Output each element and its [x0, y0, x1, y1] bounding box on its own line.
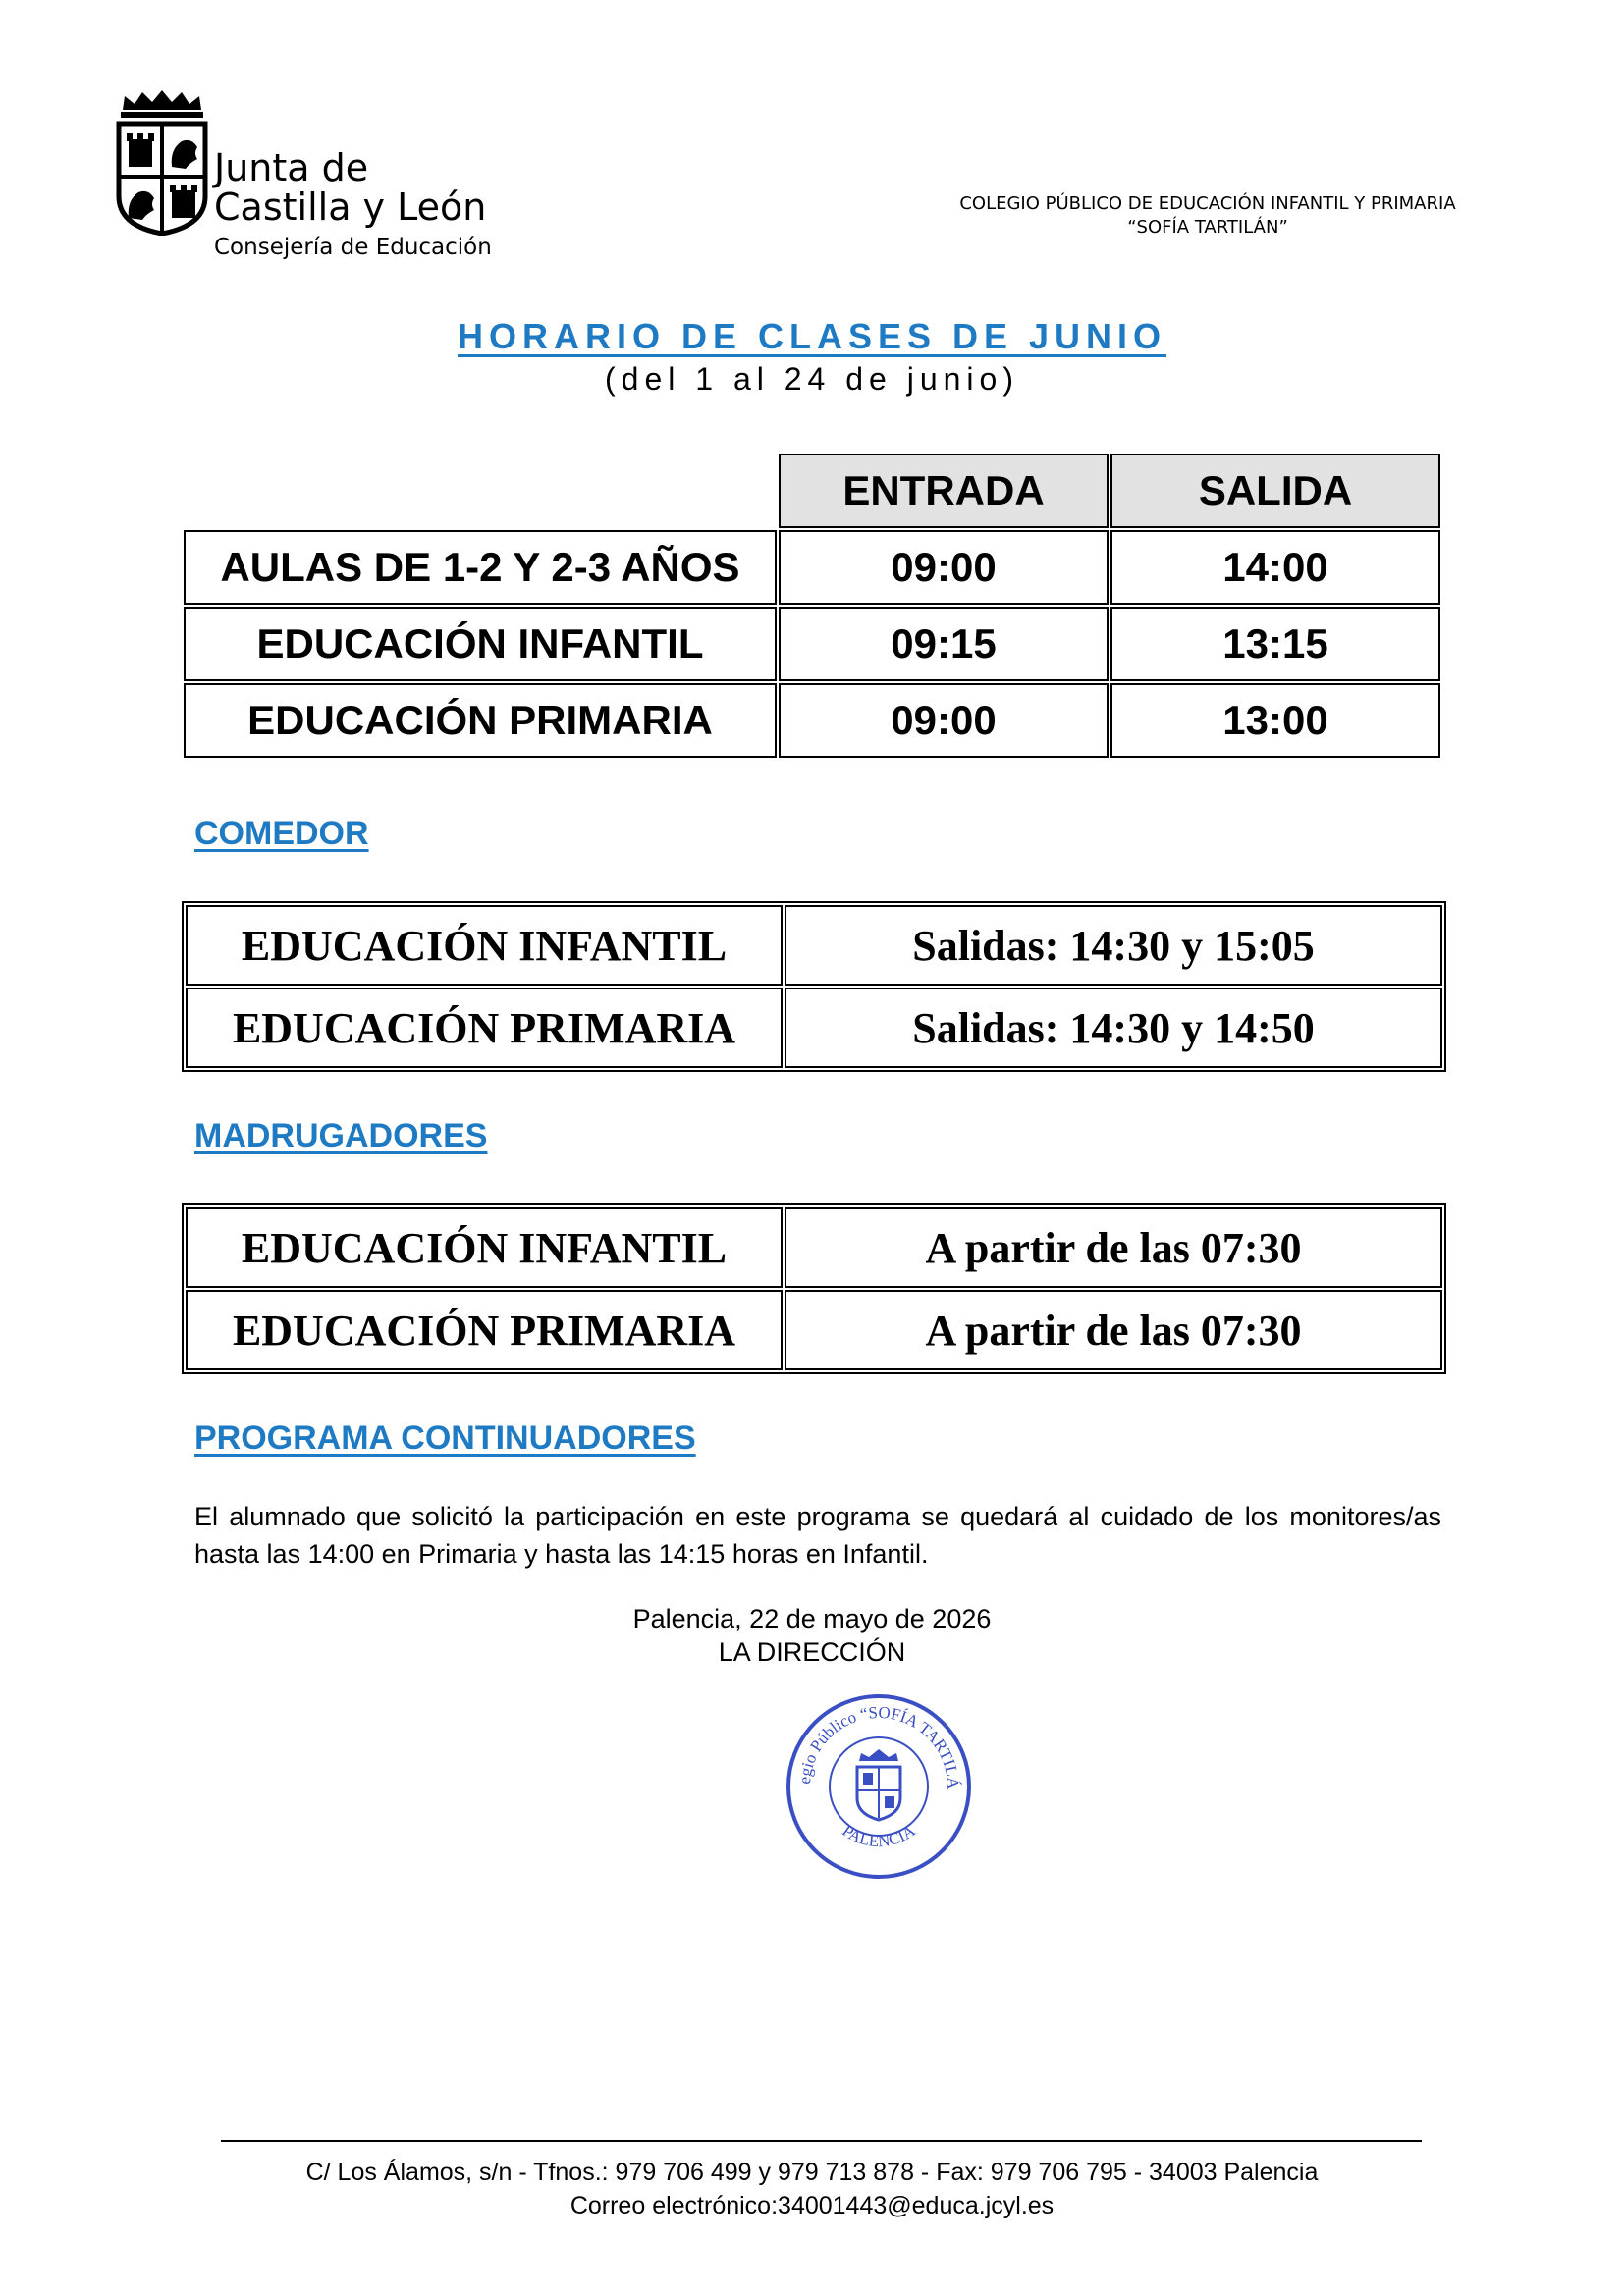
row-label: EDUCACIÓN PRIMARIA	[186, 988, 783, 1068]
row-label: EDUCACIÓN INFANTIL	[186, 1207, 783, 1288]
footer-address: C/ Los Álamos, s/n - Tfnos.: 979 706 499 y 979 713 878 - Fax: 979 706 795 - 34003 Palencia	[305, 2159, 1319, 2186]
header-salida: SALIDA	[1110, 454, 1440, 528]
logo-text-line2: Castilla y León	[214, 186, 487, 229]
row-value: Salidas: 14:30 y 14:50	[785, 988, 1442, 1068]
seal-text-bottom: PALENCIA	[839, 1821, 919, 1851]
school-seal	[781, 1688, 977, 1885]
table-row	[184, 683, 1440, 758]
entrada-time: 09:00	[779, 683, 1109, 758]
madrugadores-heading: MADRUGADORES	[194, 1117, 488, 1154]
row-label: EDUCACIÓN INFANTIL	[186, 905, 783, 986]
row-label: EDUCACIÓN INFANTIL	[184, 607, 777, 681]
seal-text-top: egio Público “SOFÍA TARTILÁ	[794, 1702, 963, 1789]
table-row	[186, 905, 1442, 986]
table-row	[184, 530, 1440, 605]
footer-divider	[221, 2140, 1422, 2142]
row-value: A partir de las 07:30	[785, 1290, 1442, 1370]
blank-cell	[184, 454, 777, 528]
table-header-row	[184, 454, 1440, 528]
entrada-time: 09:15	[779, 607, 1109, 681]
logo-text-line3: Consejería de Educación	[214, 235, 492, 260]
logo-text-line1: Junta de	[214, 146, 369, 189]
header-entrada: ENTRADA	[779, 454, 1109, 528]
place-date: Palencia, 22 de mayo de 2026	[632, 1604, 992, 1633]
row-value: Salidas: 14:30 y 15:05	[785, 905, 1442, 986]
entrada-time: 09:00	[779, 530, 1109, 605]
continuadores-heading: PROGRAMA CONTINUADORES	[194, 1419, 696, 1457]
row-value: A partir de las 07:30	[785, 1207, 1442, 1288]
row-label: EDUCACIÓN PRIMARIA	[184, 683, 777, 758]
row-label: EDUCACIÓN PRIMARIA	[186, 1290, 783, 1370]
table-row	[184, 607, 1440, 681]
comedor-table	[182, 901, 1446, 1072]
footer-email: Correo electrónico:34001443@educa.jcyl.es	[569, 2192, 1055, 2219]
madrugadores-table	[182, 1203, 1446, 1374]
row-label: AULAS DE 1-2 Y 2-3 AÑOS	[184, 530, 777, 605]
salida-time: 14:00	[1110, 530, 1440, 605]
school-name-line2: “SOFÍA TARTILÁN”	[1127, 217, 1288, 238]
page-subtitle: (del 1 al 24 de junio)	[605, 361, 1019, 397]
footer	[0, 2156, 1624, 2222]
coat-of-arms-icon	[113, 88, 211, 236]
comedor-heading: COMEDOR	[194, 815, 369, 852]
junta-logo	[113, 88, 574, 275]
table-row	[186, 988, 1442, 1068]
schedule-table	[182, 452, 1442, 760]
salida-time: 13:00	[1110, 683, 1440, 758]
school-name	[864, 192, 1551, 240]
seal-icon	[781, 1688, 977, 1885]
school-name-line1: COLEGIO PÚBLICO DE EDUCACIÓN INFANTIL Y PRIMARIA	[959, 193, 1456, 214]
table-row	[186, 1290, 1442, 1370]
salida-time: 13:15	[1110, 607, 1440, 681]
continuadores-text: El alumnado que solicitó la participación en este programa se quedará al cuidado de los monitores/as hasta las 14:00 en Primaria y hasta las 14:15 horas en Infantil.	[194, 1502, 1441, 1569]
table-row	[186, 1207, 1442, 1288]
signer: LA DIRECCIÓN	[718, 1637, 906, 1667]
signature-block	[0, 1602, 1624, 1669]
page-title: HORARIO DE CLASES DE JUNIO	[457, 316, 1167, 356]
